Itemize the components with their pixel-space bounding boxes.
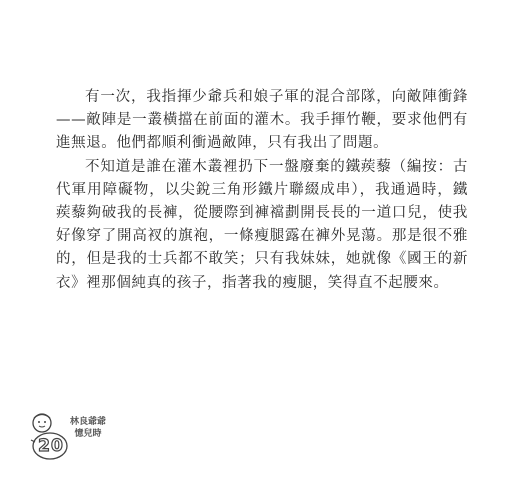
page-number: 20 — [38, 436, 64, 456]
series-title — [64, 416, 112, 440]
paragraph-2: 不知道是誰在灌木叢裡扔下一盤廢棄的鐵蒺藜（編按：古代軍用障礙物，以尖銳三角形鐵片聯綴成串），我通過時，鐵蒺藜夠破我的長褲，從腰際到褲襠劃開長長的一道口兒，使我好像穿了開高衩的旗袍，一條瘦腿露在褲外晃蕩。那是很不雅的，但是我的士兵都不敢笑；只有我妹妹，她就像《國王的新衣》裡那個純真的孩子，指著我的瘦腿，笑得直不起腰來。 — [56, 158, 468, 291]
page-footer — [26, 410, 116, 462]
series-title-line2: 憶兒時 — [74, 429, 102, 439]
series-title-line1: 林良爺爺 — [69, 417, 106, 427]
main-text — [56, 86, 468, 295]
paragraph-1: 有一次，我指揮少爺兵和娘子軍的混合部隊，向敵陣衝鋒——敵陣是一叢橫擋在前面的灌木。我手揮竹鞭，要求他們有進無退。他們都順利衝過敵陣，只有我出了問題。 — [56, 89, 468, 152]
